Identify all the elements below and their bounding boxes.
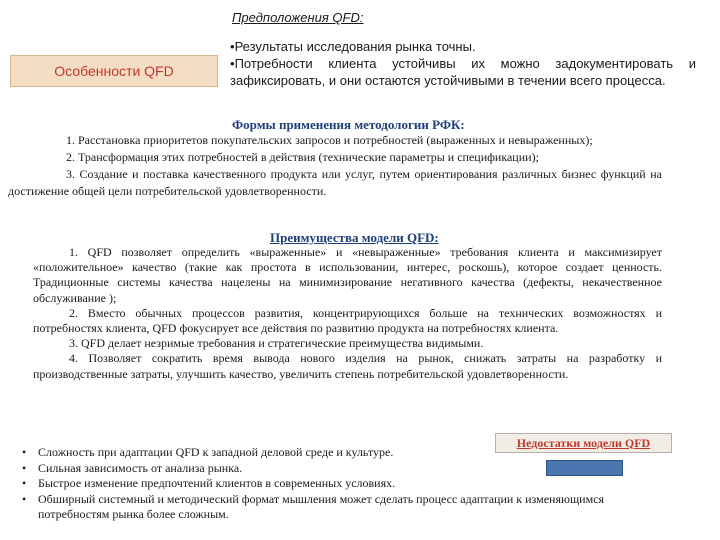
bullet: •	[22, 476, 27, 490]
list-item-text: Сильная зависимость от анализа рынка.	[38, 460, 243, 475]
assumptions-list	[230, 38, 696, 89]
list-item	[230, 55, 696, 89]
list-item: 2. Трансформация этих потребностей в действия (технические параметры и спецификации);	[66, 150, 539, 164]
list-item-text: Обширный системный и методический формат мышления может сделать процесс адаптации к изменяющимся потребностям рынка более сложным.	[38, 491, 605, 521]
list-item: 1. QFD позволяет определить «выраженные» и «невыраженные» требования клиента и максимизирует «положительное» качество (такие как простота в использовании, интерес, роскошь), которое создает ценность. Традиционные системы качества нацелены на минимизирование негативного качества (дефекты, некачественное обслуживание );	[33, 245, 662, 305]
bullet: •	[230, 39, 235, 54]
forms-title: Формы применения методологии РФК:	[232, 117, 465, 132]
list-item	[22, 461, 662, 477]
list-item	[230, 38, 696, 55]
forms-list	[8, 132, 662, 200]
assumptions-title: Предположения QFD:	[232, 10, 364, 25]
list-item	[22, 476, 662, 492]
list-item-text: Потребности клиента устойчивы их можно задокументировать и зафиксировать, и они остаются устойчивыми в течении всего процесса.	[230, 56, 696, 88]
advantages-title: Преимущества модели QFD:	[270, 230, 439, 245]
list-item-text: Быстрое изменение предпочтений клиентов в современных условиях.	[38, 476, 396, 490]
list-item-text: Сложность при адаптации QFD к западной деловой среде и культуре.	[38, 445, 394, 459]
features-button[interactable]	[10, 55, 218, 87]
list-item	[22, 445, 662, 461]
list-item	[22, 492, 662, 523]
bullet: •	[230, 56, 235, 71]
list-item-text: Результаты исследования рынка точны.	[234, 39, 476, 54]
list-item: 3. Создание и поставка качественного продукта или услуг, путем ориентирования различных бизнес функций на достижение общей цели потребительской удовлетворенности.	[8, 167, 662, 198]
list-item: 4. Позволяет сократить время вывода нового изделия на рынок, снижать затраты на разработку и производственные затраты, улучшить качество, увеличить степень потребительской удовлетворенности.	[33, 351, 662, 381]
features-button-label: Особенности QFD	[54, 63, 174, 79]
list-item: 3. QFD делает незримые требования и стратегические преимущества видимыми.	[69, 336, 484, 351]
advantages-list	[33, 245, 662, 382]
bullet: •	[22, 491, 27, 506]
bullet: •	[22, 445, 27, 459]
list-item: 2. Вместо обычных процессов развития, концентрирующихся больше на технических возможностях и потребностях клиента, QFD фокусирует все действия по развитию продукта на потребностях клиента.	[33, 305, 662, 336]
bullet: •	[22, 460, 27, 475]
disadvantages-button-label: Недостатки модели QFD	[516, 435, 651, 450]
disadvantages-list	[22, 445, 662, 523]
list-item: 1. Расстановка приоритетов покупательских запросов и потребностей (выраженных и невыраженных);	[66, 133, 593, 147]
